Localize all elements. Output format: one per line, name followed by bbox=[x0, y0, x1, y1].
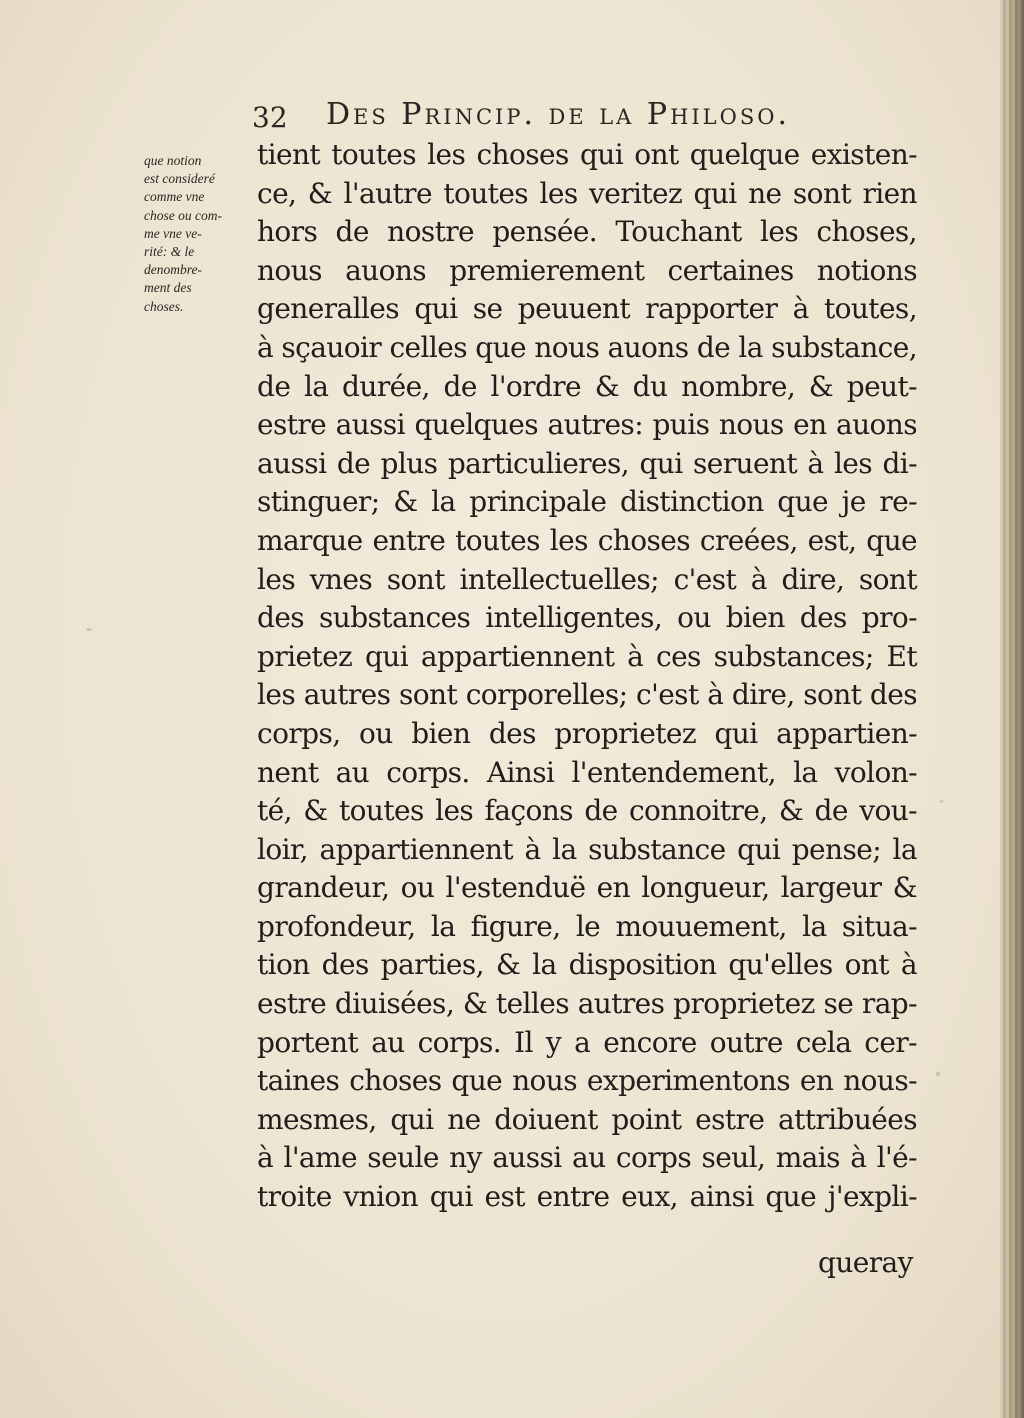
paper-speck bbox=[936, 1072, 940, 1076]
text-line: à l'ame seule ny aussi au corps seul, mais à l'é- bbox=[257, 1141, 917, 1175]
marginal-note-line: ment des bbox=[144, 280, 192, 296]
text-line: à sçauoir celles que nous auons de la substance, bbox=[257, 330, 917, 364]
text-line: grandeur, ou l'estenduë en longueur, largeur & bbox=[257, 871, 917, 905]
marginal-note-line: est consideré bbox=[144, 171, 215, 187]
page-edge-strip bbox=[1015, 0, 1018, 1418]
text-line: ce, & l'autre toutes les veritez qui ne sont rien bbox=[257, 176, 917, 210]
text-line: aussi de plus particulieres, qui seruent à les di- bbox=[257, 446, 917, 480]
marginal-note-line: comme vne bbox=[144, 189, 205, 205]
body-text bbox=[257, 136, 917, 1217]
marginal-note-line: rité: & le bbox=[144, 244, 195, 260]
text-line: des substances intelligentes, ou bien des pro- bbox=[257, 601, 917, 635]
text-line: nent au corps. Ainsi l'entendement, la volon- bbox=[257, 755, 917, 789]
marginal-note-line: choses. bbox=[144, 298, 184, 314]
page-header bbox=[252, 95, 872, 139]
paper-speck bbox=[86, 628, 92, 631]
text-line: estre diuisées, & telles autres proprietez se rap- bbox=[257, 987, 917, 1021]
paper-speck bbox=[940, 800, 943, 803]
text-line: prietez qui appartiennent à ces substances; Et bbox=[257, 639, 917, 673]
text-line: stinguer; & la principale distinction que je re- bbox=[257, 485, 917, 519]
page-number: 32 bbox=[252, 101, 288, 134]
running-title: Des Princip. de la Philoso. bbox=[326, 97, 790, 132]
marginal-note-line: denombre- bbox=[144, 262, 202, 278]
text-line: generalles qui se peuuent rapporter à toutes, bbox=[257, 292, 917, 326]
text-line: troite vnion qui est entre eux, ainsi que j'expli- bbox=[257, 1180, 917, 1214]
text-line: de la durée, de l'ordre & du nombre, & peut- bbox=[257, 369, 917, 403]
page-edge-strip bbox=[1003, 0, 1006, 1418]
page-edge-strip bbox=[1009, 0, 1012, 1418]
text-line: corps, ou bien des proprietez qui appartien- bbox=[257, 716, 917, 750]
marginal-note-line: que notion bbox=[144, 153, 202, 168]
text-line: portent au corps. Il y a encore outre cela cer- bbox=[257, 1025, 917, 1059]
text-line: les vnes sont intellectuelles; c'est à dire, sont bbox=[257, 562, 917, 596]
marginal-note-line: me vne ve- bbox=[144, 225, 202, 241]
text-line: té, & toutes les façons de connoitre, & de vou- bbox=[257, 794, 917, 828]
text-line: mesmes, qui ne doiuent point estre attribuées bbox=[257, 1102, 917, 1136]
text-line: loir, appartiennent à la substance qui pense; la bbox=[257, 832, 917, 866]
text-line: nous auons premierement certaines notions bbox=[257, 253, 917, 287]
marginal-note bbox=[144, 152, 244, 316]
text-line: estre aussi quelques autres: puis nous en auons bbox=[257, 408, 917, 442]
text-line: taines choses que nous experimentons en nous- bbox=[257, 1064, 917, 1098]
text-line: marque entre toutes les choses creées, est, que bbox=[257, 523, 917, 557]
catchword: queray bbox=[818, 1246, 913, 1279]
text-line: tient toutes les choses qui ont quelque existen- bbox=[257, 138, 917, 171]
text-line: les autres sont corporelles; c'est à dire, sont des bbox=[257, 678, 917, 712]
text-line: tion des parties, & la disposition qu'elles ont à bbox=[257, 948, 917, 982]
text-line: hors de nostre pensée. Touchant les choses, bbox=[257, 215, 917, 249]
marginal-note-line: chose ou com- bbox=[144, 207, 222, 223]
page-edge bbox=[1000, 0, 1024, 1418]
text-line: profondeur, la figure, le mouuement, la situa- bbox=[257, 909, 917, 943]
